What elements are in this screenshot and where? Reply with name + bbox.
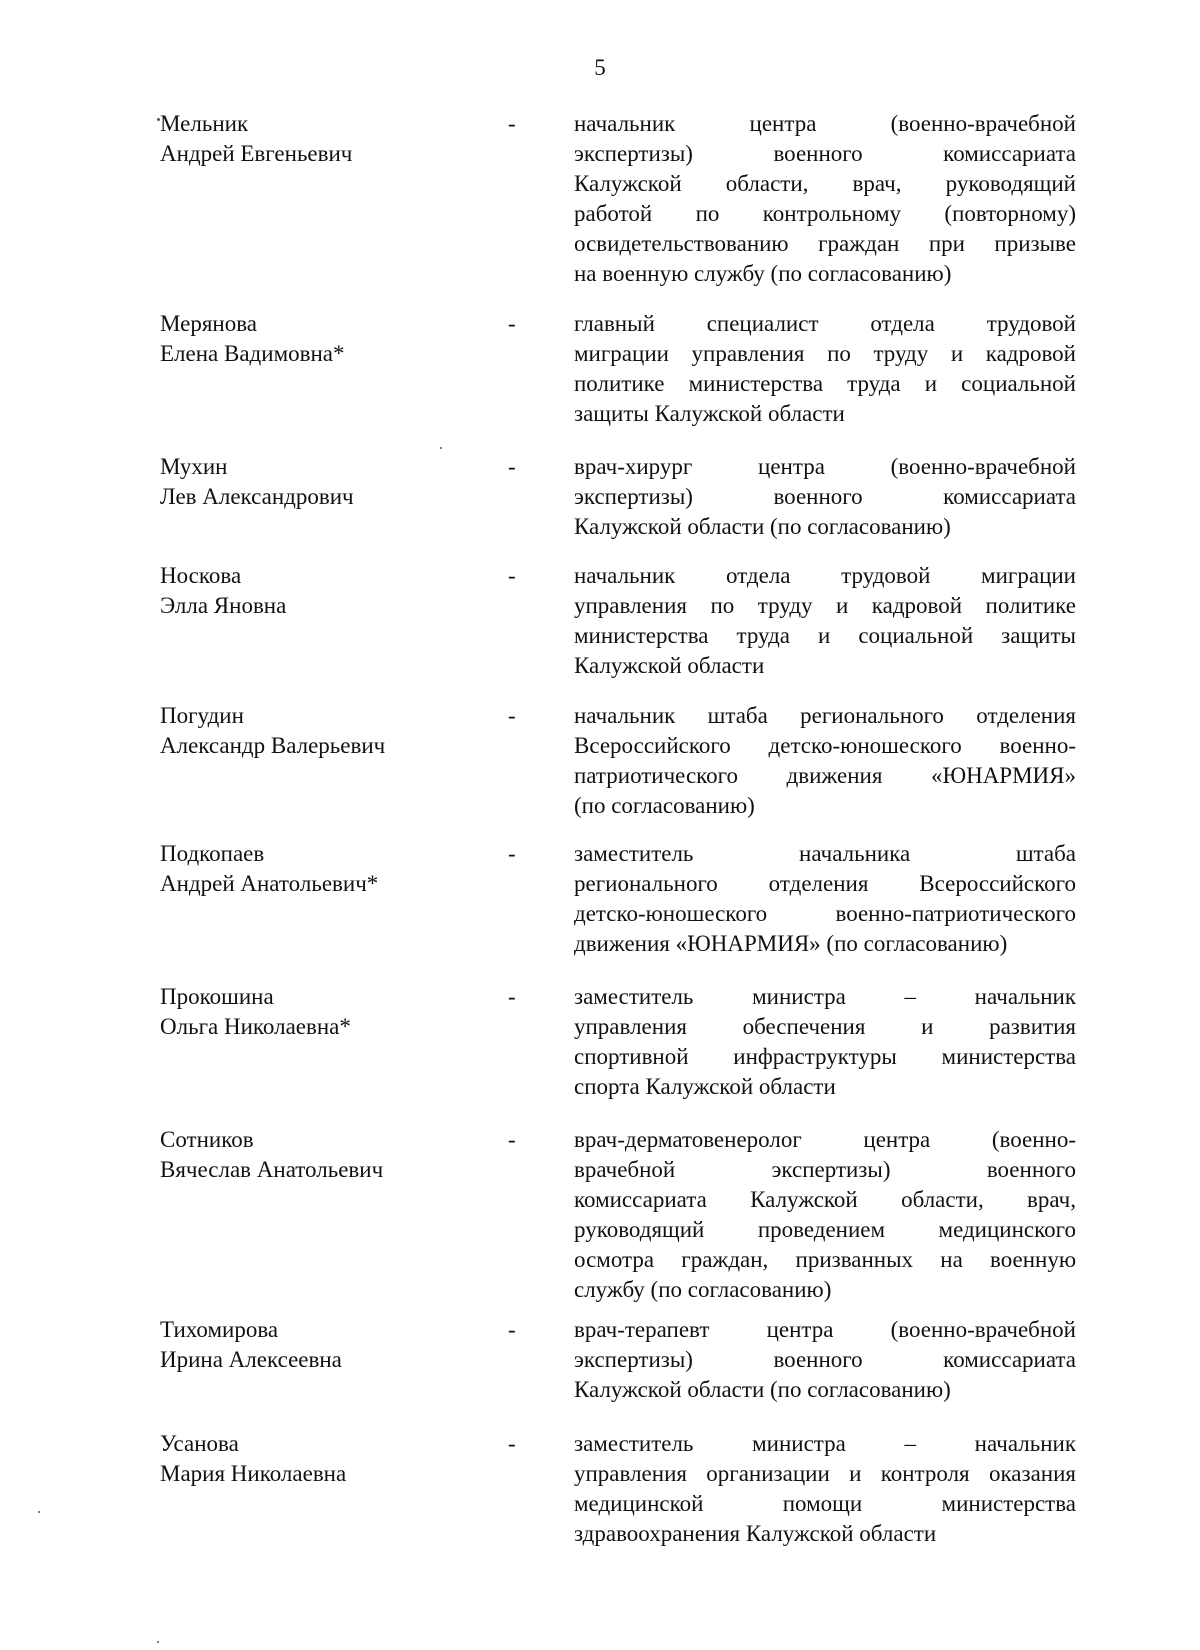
page-number: 5 (594, 55, 606, 80)
member-given-names: Ирина Алексеевна (160, 1347, 342, 1372)
separator-dash: - (508, 703, 516, 728)
scan-speck (157, 1641, 159, 1643)
member-position (574, 1125, 1076, 1305)
position-line: политике министерства труда и социальной (574, 371, 1076, 396)
separator-dash: - (508, 111, 516, 136)
position-line: Калужской области (574, 653, 765, 678)
position-line: работой по контрольному (повторному) (574, 201, 1076, 226)
separator-dash: - (508, 1431, 516, 1456)
member-position (574, 1429, 1076, 1549)
position-line: спорта Калужской области (574, 1074, 836, 1099)
member-position (574, 561, 1076, 681)
position-line: врач-терапевт центра (военно-врачебной (574, 1317, 1076, 1342)
position-line: патриотического движения «ЮНАРМИЯ» (574, 763, 1076, 788)
separator-dash: - (508, 1317, 516, 1342)
position-line: заместитель министра – начальник (574, 1431, 1076, 1456)
member-given-names: Элла Яновна (160, 593, 287, 618)
member-name (160, 309, 490, 369)
separator-dash: - (508, 311, 516, 336)
member-name (160, 561, 490, 621)
member-given-names: Елена Вадимовна* (160, 341, 345, 366)
member-name (160, 982, 490, 1042)
position-line: экспертизы) военного комиссариата (574, 1347, 1076, 1372)
position-line: начальник центра (военно-врачебной (574, 111, 1076, 136)
member-given-names: Лев Александрович (160, 484, 354, 509)
member-surname: Прокошина (160, 984, 274, 1009)
member-position (574, 309, 1076, 429)
position-line: врач-хирург центра (военно-врачебной (574, 454, 1076, 479)
scan-speck (157, 118, 160, 121)
member-name (160, 109, 490, 169)
separator-dash: - (508, 563, 516, 588)
member-surname: Подкопаев (160, 841, 265, 866)
position-line: Калужской области, врач, руководящий (574, 171, 1076, 196)
position-line: врачебной экспертизы) военного (574, 1157, 1076, 1182)
member-given-names: Мария Николаевна (160, 1461, 347, 1486)
position-line: министерства труда и социальной защиты (574, 623, 1076, 648)
position-line: комиссариата Калужской области, врач, (574, 1187, 1076, 1212)
member-given-names: Александр Валерьевич (160, 733, 386, 758)
member-name (160, 1125, 490, 1185)
member-surname: Погудин (160, 703, 244, 728)
position-line: начальник отдела трудовой миграции (574, 563, 1076, 588)
separator-dash: - (508, 984, 516, 1009)
position-line: движения «ЮНАРМИЯ» (по согласованию) (574, 931, 1008, 956)
position-line: заместитель начальника штаба (574, 841, 1076, 866)
member-position (574, 982, 1076, 1102)
member-name (160, 452, 490, 512)
position-line: (по согласованию) (574, 793, 755, 818)
position-line: начальник штаба регионального отделения (574, 703, 1076, 728)
separator-dash: - (508, 841, 516, 866)
member-position (574, 1315, 1076, 1405)
position-line: осмотра граждан, призванных на военную (574, 1247, 1076, 1272)
member-surname: Носкова (160, 563, 242, 588)
position-line: Калужской области (по согласованию) (574, 1377, 951, 1402)
position-line: экспертизы) военного комиссариата (574, 141, 1076, 166)
position-line: медицинской помощи министерства (574, 1491, 1076, 1516)
member-given-names: Андрей Евгеньевич (160, 141, 353, 166)
member-position (574, 109, 1076, 289)
position-line: управления по труду и кадровой политике (574, 593, 1076, 618)
position-line: врач-дерматовенеролог центра (военно- (574, 1127, 1076, 1152)
position-line: здравоохранения Калужской области (574, 1521, 937, 1546)
separator-dash: - (508, 454, 516, 479)
member-position (574, 452, 1076, 542)
position-line: на военную службу (по согласованию) (574, 261, 952, 286)
scan-speck (440, 447, 442, 449)
member-name (160, 1315, 490, 1375)
position-line: управления организации и контроля оказания (574, 1461, 1076, 1486)
position-line: спортивной инфраструктуры министерства (574, 1044, 1076, 1069)
member-surname: Тихомирова (160, 1317, 279, 1342)
member-surname: Усанова (160, 1431, 239, 1456)
member-position (574, 839, 1076, 959)
separator-dash: - (508, 1127, 516, 1152)
position-line: заместитель министра – начальник (574, 984, 1076, 1009)
member-name (160, 1429, 490, 1489)
position-line: защиты Калужской области (574, 401, 845, 426)
position-line: Всероссийского детско-юношеского военно- (574, 733, 1076, 758)
position-line: управления обеспечения и развития (574, 1014, 1076, 1039)
member-name (160, 839, 490, 899)
member-given-names: Андрей Анатольевич* (160, 871, 379, 896)
position-line: детско-юношеского военно-патриотического (574, 901, 1076, 926)
position-line: регионального отделения Всероссийского (574, 871, 1076, 896)
member-position (574, 701, 1076, 821)
position-line: Калужской области (по согласованию) (574, 514, 951, 539)
position-line: экспертизы) военного комиссариата (574, 484, 1076, 509)
position-line: руководящий проведением медицинского (574, 1217, 1076, 1242)
scan-speck (38, 1511, 40, 1513)
position-line: освидетельствованию граждан при призыве (574, 231, 1076, 256)
member-surname: Мухин (160, 454, 228, 479)
member-name (160, 701, 490, 761)
position-line: главный специалист отдела трудовой (574, 311, 1076, 336)
position-line: миграции управления по труду и кадровой (574, 341, 1076, 366)
member-surname: Мельник (160, 111, 249, 136)
member-surname: Сотников (160, 1127, 254, 1152)
member-surname: Мерянова (160, 311, 258, 336)
member-given-names: Ольга Николаевна* (160, 1014, 351, 1039)
member-given-names: Вячеслав Анатольевич (160, 1157, 384, 1182)
position-line: службу (по согласованию) (574, 1277, 832, 1302)
